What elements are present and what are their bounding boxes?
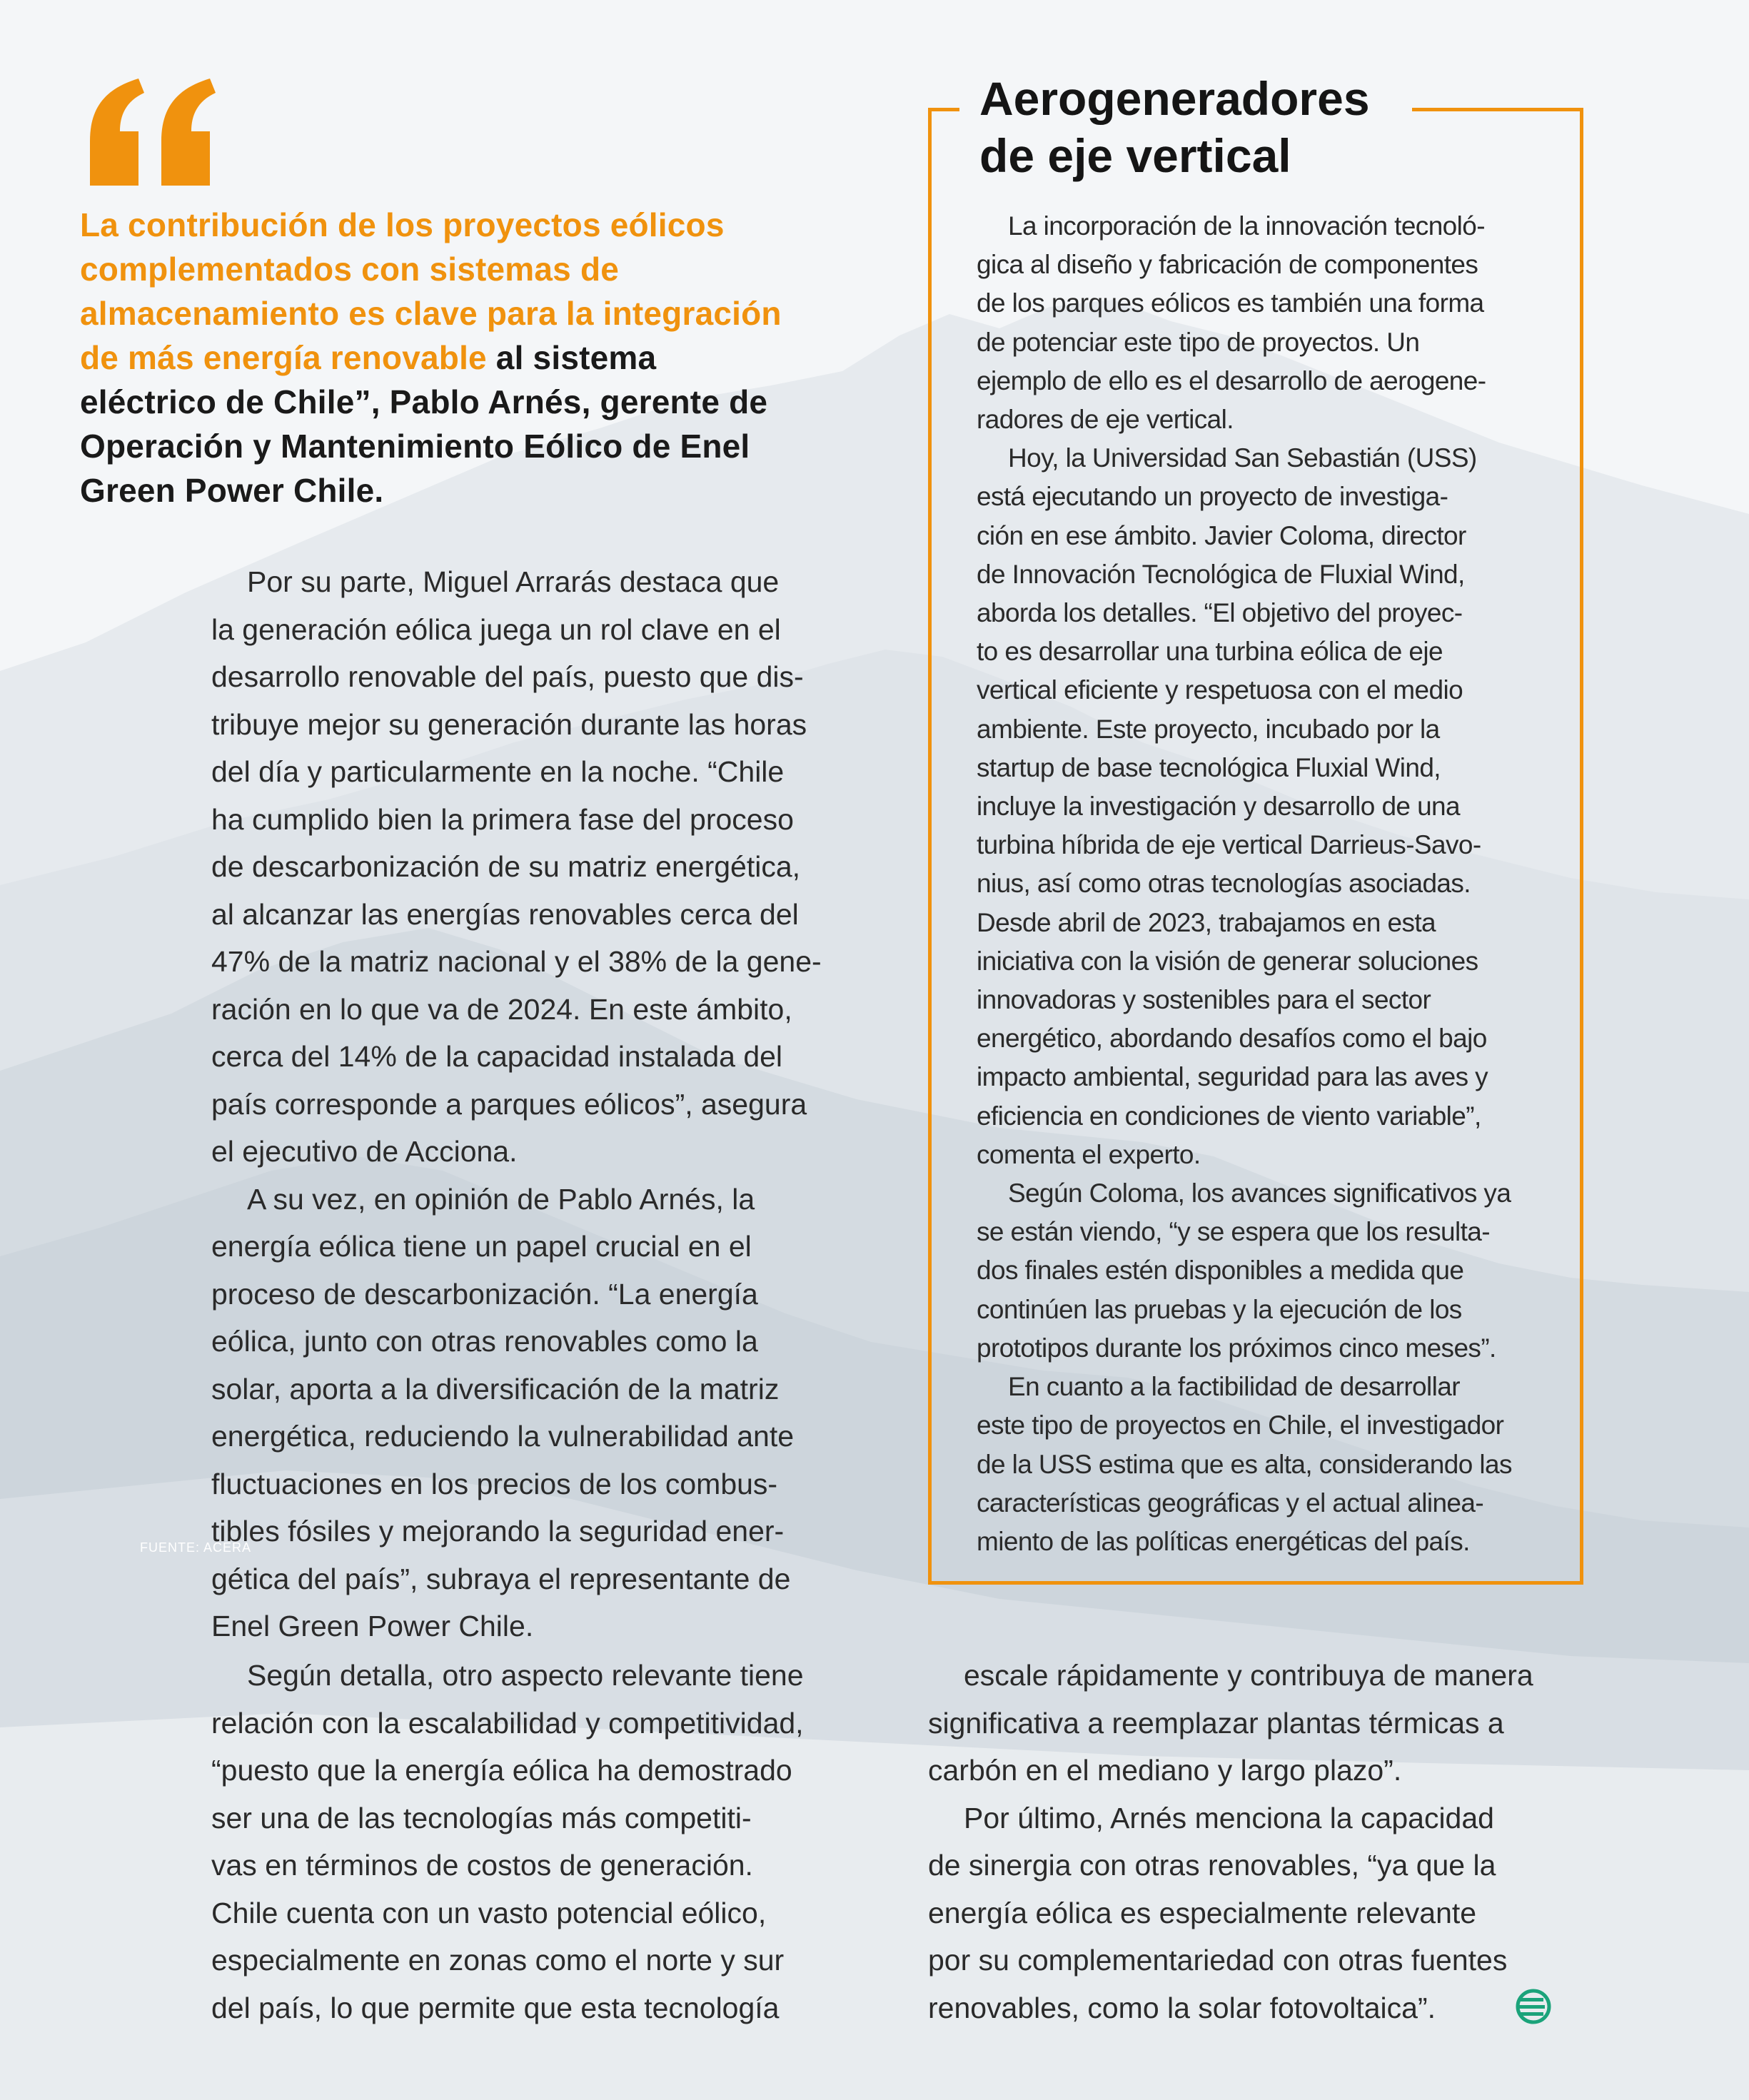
text-line: la generación eólica juega un rol clave en el <box>211 612 781 646</box>
text-line: de potenciar este tipo de proyectos. Un <box>977 327 1420 357</box>
pull-quote-highlight: de más energía renovable <box>80 339 487 376</box>
text-line: aborda los detalles. “El objetivo del proyec- <box>977 598 1463 628</box>
text-line: vertical eficiente y respetuosa con el medio <box>977 675 1463 705</box>
text-line: “puesto que la energía eólica ha demostrado <box>211 1754 792 1787</box>
text-line: to es desarrollar una turbina eólica de eje <box>977 637 1443 667</box>
text-line: solar, aporta a la diversificación de la matriz <box>211 1372 780 1405</box>
pull-quote <box>80 203 879 513</box>
text-line: escale rápidamente y contribuya de manera <box>964 1659 1533 1692</box>
text-line: significativa a reemplazar plantas térmicas a <box>928 1706 1504 1740</box>
text-line: ambiente. Este proyecto, incubado por la <box>977 714 1440 744</box>
text-line: continúen las pruebas y la ejecución de los <box>977 1294 1462 1324</box>
text-line: energética, reduciendo la vulnerabilidad ante <box>211 1420 795 1453</box>
sidebar-title-line: de eje vertical <box>979 129 1291 182</box>
text-line: de descarbonización de su matriz energética, <box>211 850 801 883</box>
text-line: incluye la investigación y desarrollo de una <box>977 792 1461 822</box>
paragraph <box>211 558 875 1176</box>
text-line: iniciativa con la visión de generar soluciones <box>977 946 1478 976</box>
text-line: gica al diseño y fabricación de componentes <box>977 250 1478 280</box>
text-line: este tipo de proyectos en Chile, el investigador <box>977 1410 1504 1440</box>
text-line: características geográficas y el actual alinea- <box>977 1488 1484 1518</box>
pull-quote-line: complementados con sistemas de <box>80 251 620 288</box>
text-line: energético, abordando desafíos como el bajo <box>977 1024 1487 1054</box>
text-line: del día y particularmente en la noche. “Chile <box>211 755 785 788</box>
pull-quote-line: eléctrico de Chile”, Pablo Arnés, gerente de <box>80 383 768 420</box>
paragraph <box>928 1652 1592 1794</box>
text-line: A su vez, en opinión de Pablo Arnés, la <box>247 1182 755 1216</box>
text-line: Según Coloma, los avances significativos ya <box>1008 1178 1511 1208</box>
text-line: carbón en el mediano y largo plazo”. <box>928 1754 1402 1787</box>
text-line: La incorporación de la innovación tecnoló- <box>1008 211 1485 241</box>
text-line: país corresponde a parques eólicos”, asegura <box>211 1087 807 1121</box>
sidebar-title <box>979 70 1436 184</box>
pull-quote-line: La contribución de los proyectos eólicos <box>80 206 725 243</box>
text-line: ha cumplido bien la primera fase del proceso <box>211 802 794 836</box>
text-line: dos finales estén disponibles a medida que <box>977 1256 1464 1286</box>
text-line: impacto ambiental, seguridad para las aves y <box>977 1062 1488 1092</box>
text-line: nius, así como otras tecnologías asociadas. <box>977 869 1471 899</box>
text-line: ración en lo que va de 2024. En este ámbito, <box>211 992 792 1026</box>
text-line: energía eólica tiene un papel crucial en el <box>211 1230 752 1263</box>
text-line: al alcanzar las energías renovables cerca del <box>211 897 799 931</box>
text-line: startup de base tecnológica Fluxial Wind, <box>977 752 1441 782</box>
paragraph <box>928 1794 1592 2032</box>
text-line: se están viendo, “y se espera que los resulta- <box>977 1217 1490 1247</box>
text-line: prototipos durante los próximos cinco meses”. <box>977 1333 1496 1363</box>
text-line: ejemplo de ello es el desarrollo de aerogene- <box>977 365 1486 395</box>
text-line: de sinergia con otras renovables, “ya que la <box>928 1849 1496 1882</box>
text-line: turbina híbrida de eje vertical Darrieus-Savo- <box>977 830 1481 860</box>
sidebar-body <box>977 207 1555 1561</box>
text-line: miento de las políticas energéticas del país. <box>977 1526 1470 1556</box>
sidebar-frame-top-left <box>928 108 959 111</box>
pull-quote-rest: al sistema <box>486 339 657 376</box>
text-line: radores de eje vertical. <box>977 405 1234 435</box>
text-line: relación con la escalabilidad y competitividad, <box>211 1706 804 1740</box>
text-line: 47% de la matriz nacional y el 38% de la gene- <box>211 945 822 978</box>
paragraph <box>977 1174 1555 1368</box>
text-line: Por último, Arnés menciona la capacidad <box>964 1801 1494 1834</box>
text-line: cerca del 14% de la capacidad instalada del <box>211 1040 783 1073</box>
source-note: FUENTE: ACERA <box>140 1540 252 1555</box>
text-line: energía eólica es especialmente relevante <box>928 1896 1477 1929</box>
body-column-left-bottom <box>211 1652 875 2031</box>
text-line: Chile cuenta con un vasto potencial eólico, <box>211 1896 767 1929</box>
paragraph <box>977 1368 1555 1561</box>
quote-mark-icon <box>79 79 221 193</box>
pull-quote-line <box>80 335 879 380</box>
body-column-left-top <box>211 558 875 1650</box>
sidebar-frame-top-right <box>1412 108 1583 111</box>
text-line: Hoy, la Universidad San Sebastián (USS) <box>1008 443 1477 473</box>
text-line: ser una de las tecnologías más competiti- <box>211 1801 752 1834</box>
text-line: gética del país”, subraya el representante de <box>211 1562 791 1595</box>
text-line: tibles fósiles y mejorando la seguridad ener- <box>211 1515 785 1548</box>
text-line: fluctuaciones en los precios de los combus- <box>211 1467 778 1500</box>
text-line: innovadoras y sostenibles para el sector <box>977 985 1431 1015</box>
text-line: proceso de descarbonización. “La energía <box>211 1277 758 1311</box>
text-line: de los parques eólicos es también una forma <box>977 288 1484 318</box>
body-column-right-bottom <box>928 1652 1592 2031</box>
text-line: vas en términos de costos de generación. <box>211 1849 753 1882</box>
paragraph <box>211 1652 875 2031</box>
text-line: de la USS estima que es alta, considerando las <box>977 1449 1512 1479</box>
text-line: comenta el experto. <box>977 1139 1201 1169</box>
text-line: ción en ese ámbito. Javier Coloma, director <box>977 520 1466 550</box>
text-line: eólica, junto con otras renovables como la <box>211 1325 758 1358</box>
text-line: del país, lo que permite que esta tecnología <box>211 1991 780 2024</box>
sidebar-title-line: Aerogeneradores <box>979 72 1370 125</box>
end-of-article-logo-icon <box>1512 1989 1555 2024</box>
pull-quote-line: Green Power Chile. <box>80 472 384 509</box>
text-line: especialmente en zonas como el norte y sur <box>211 1944 785 1977</box>
text-line: Enel Green Power Chile. <box>211 1610 534 1642</box>
paragraph <box>211 1176 875 1650</box>
text-line: desarrollo renovable del país, puesto que dis- <box>211 660 804 693</box>
text-line: está ejecutando un proyecto de investiga- <box>977 482 1448 512</box>
text-line: tribuye mejor su generación durante las horas <box>211 707 807 741</box>
text-line: el ejecutivo de Acciona. <box>211 1135 518 1168</box>
text-line: En cuanto a la factibilidad de desarrollar <box>1008 1372 1460 1402</box>
text-line: por su complementariedad con otras fuentes <box>928 1944 1508 1977</box>
text-line: eficiencia en condiciones de viento variable”, <box>977 1101 1481 1131</box>
text-line: de Innovación Tecnológica de Fluxial Wind, <box>977 559 1465 589</box>
pull-quote-line: Operación y Mantenimiento Eólico de Enel <box>80 428 750 465</box>
text-line: renovables, como la solar fotovoltaica”. <box>928 1991 1436 2024</box>
paragraph <box>977 439 1555 1174</box>
text-line: Desde abril de 2023, trabajamos en esta <box>977 907 1436 937</box>
text-line: Por su parte, Miguel Arrarás destaca que <box>247 565 780 598</box>
pull-quote-line: almacenamiento es clave para la integración <box>80 295 782 332</box>
paragraph <box>977 207 1555 439</box>
text-line: Según detalla, otro aspecto relevante tiene <box>247 1659 804 1692</box>
